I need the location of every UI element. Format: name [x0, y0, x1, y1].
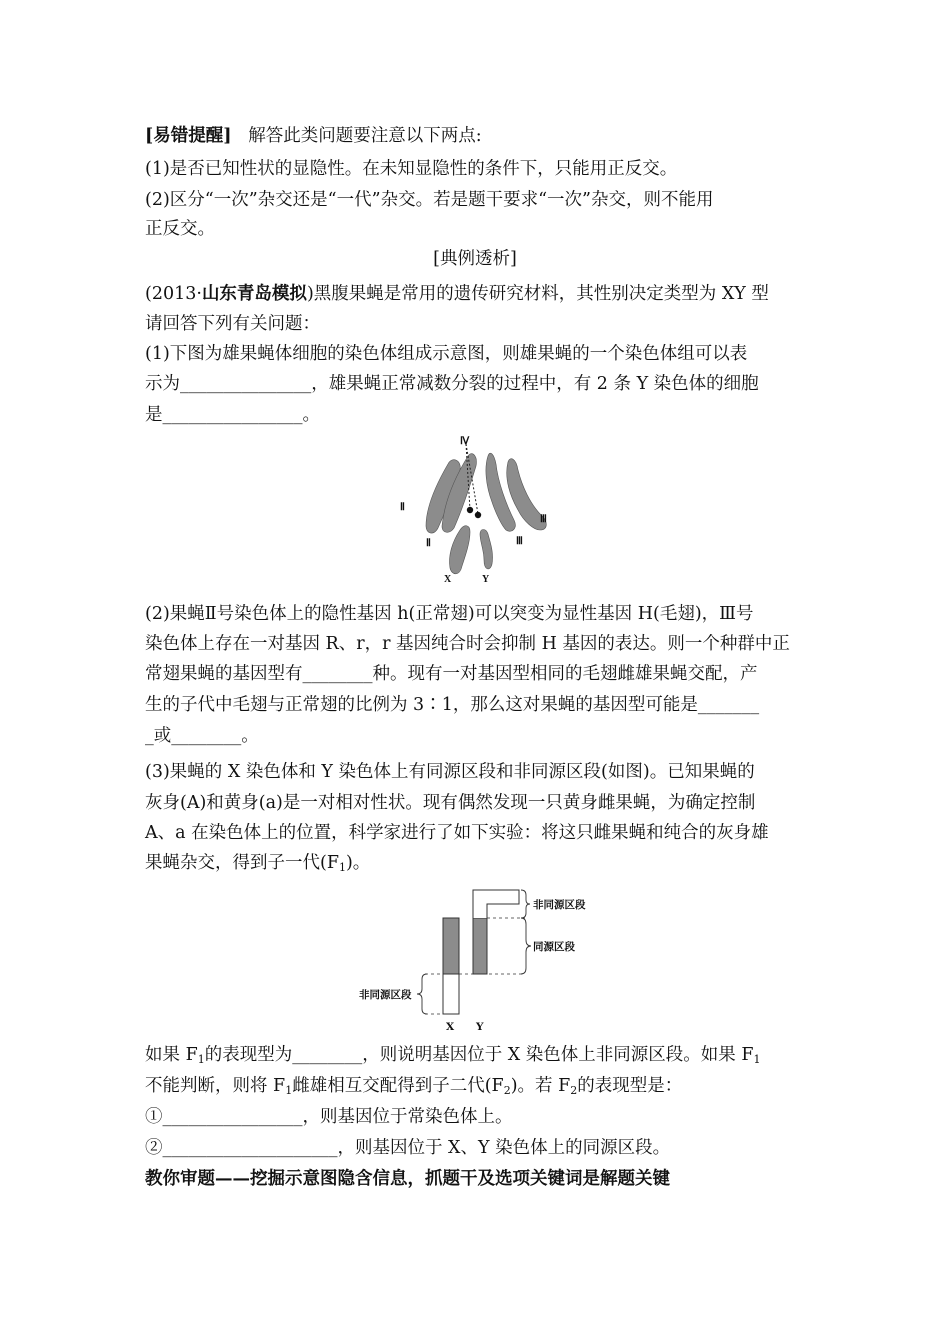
q1-line-1: (1)下图为雄果蝇体细胞的染色体组成示意图，则雄果蝇的一个染色体组可以表 — [145, 344, 748, 364]
y-chromosome-homologous — [473, 918, 487, 974]
q3-result-line-2: 不能判断，则将 $F_1$雌雄相互交配得到子二代$(F_2)$。若 $F_2$的表现型是： — [145, 1076, 683, 1097]
q3-result-line-4: ②____________________，则基因位于 X、Y 染色体上的同源区段。 — [145, 1138, 671, 1158]
x-chromosome-bottom — [443, 974, 459, 1014]
label-X: X — [444, 574, 452, 585]
brace-left — [417, 974, 427, 1014]
chromosome-Y — [480, 530, 493, 569]
chromosome-IV-dot-2 — [475, 512, 481, 518]
tip-intro: 解答此类问题要注意以下两点: — [248, 126, 482, 146]
q1-line-3: 是________________。 — [145, 405, 320, 425]
label-III-bottom: Ⅲ — [516, 536, 523, 547]
q3-line-2: 灰身(A)和黄身(a)是一对相对性状。现有偶然发现一只黄身雌果蝇，为确定控制 — [145, 793, 756, 813]
y-chromosome-nonhomologous — [473, 890, 519, 918]
tip-point-1: (1)是否已知性状的显隐性。在未知显隐性的条件下，只能用正反交。 — [145, 159, 678, 179]
question-intro-2: 请回答下列有关问题： — [145, 314, 320, 334]
q1-line-2: 示为_______________，雄果蝇正常减数分裂的过程中，有 2 条 Y 染色体的细胞 — [145, 374, 759, 394]
question-source: 山东青岛模拟 — [201, 284, 307, 304]
xy-segment-figure — [355, 884, 615, 1034]
label-homologous: 同源区段 — [533, 941, 575, 953]
label-IV: Ⅳ — [460, 436, 470, 447]
brace-top — [521, 890, 530, 918]
brace-middle — [521, 918, 531, 974]
q3-line-1: (3)果蝇的 X 染色体和 Y 染色体上有同源区段和非同源区段(如图)。已知果蝇的 — [145, 762, 755, 782]
chromosome-X — [449, 526, 470, 574]
label-X: X — [446, 1021, 455, 1033]
label-nonhomologous-left: 非同源区段 — [359, 989, 412, 1001]
q3-line-3: A、a 在染色体上的位置，科学家进行了如下实验：将这只雌果蝇和纯合的灰身雄 — [145, 823, 769, 843]
q3-line-4: 果蝇杂交，得到子一代$(F_1)$。 — [145, 853, 371, 874]
question-intro: (2013·山东青岛模拟)黑腹果蝇是常用的遗传研究材料，其性别决定类型为 XY 型 — [145, 284, 769, 304]
q2-line-5: _或________。 — [145, 726, 259, 746]
label-Y: Y — [476, 1021, 484, 1033]
q2-line-4: 生的子代中毛翅与正常翅的比例为 3∶1，那么这对果蝇的基因型可能是_______ — [145, 695, 760, 715]
x-chromosome-top — [443, 918, 459, 974]
label-II-bottom: Ⅱ — [426, 538, 431, 549]
tip-heading — [145, 124, 482, 148]
q2-line-2: 染色体上存在一对基因 R、r，r 基因纯合时会抑制 H 基因的表达。则一个种群中正 — [145, 634, 790, 654]
q3-result-line-1: 如果 $F_1$的表现型为________，则说明基因位于 X 染色体上非同源区段。如果 $F_1$ — [145, 1045, 761, 1066]
section-title: [典例透析] — [433, 249, 517, 269]
tip-point-2a: (2)区分“一次”杂交还是“一代”杂交。若是题干要求“一次”杂交，则不能用 — [145, 190, 714, 210]
footer-note: 教你审题——挖掘示意图隐含信息，抓题干及选项关键词是解题关键 — [145, 1169, 670, 1189]
label-III-right: Ⅲ — [540, 514, 547, 525]
karyotype-figure — [390, 430, 570, 590]
label-nonhomologous-top: 非同源区段 — [533, 899, 586, 911]
q2-line-1: (2)果蝇Ⅱ号染色体上的隐性基因 h(正常翅)可以突变为显性基因 H(毛翅)，Ⅲ号 — [145, 604, 754, 624]
tip-point-2b: 正反交。 — [145, 219, 215, 239]
q2-line-3: 常翅果蝇的基因型有________种。现有一对基因型相同的毛翅雌雄果蝇交配，产 — [145, 664, 758, 684]
chromosome-IV-dot-1 — [467, 507, 473, 513]
label-II-left: Ⅱ — [400, 502, 405, 513]
label-Y: Y — [482, 574, 490, 585]
tip-label: [易错提醒] — [145, 126, 232, 146]
q3-result-line-3: ①________________，则基因位于常染色体上。 — [145, 1107, 513, 1127]
